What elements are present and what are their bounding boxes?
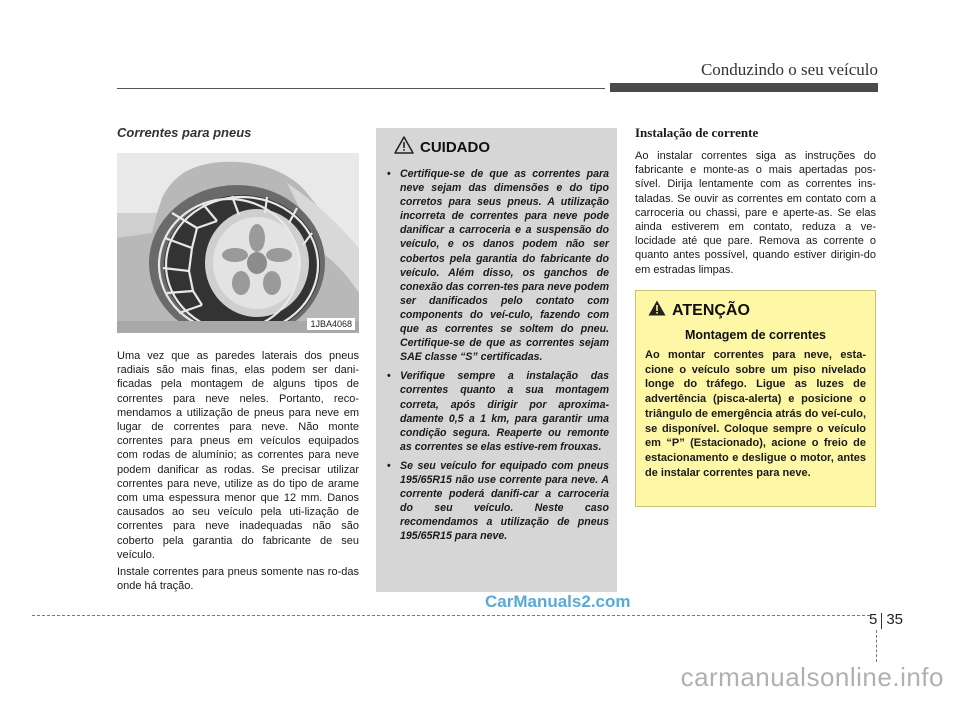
watermark-site: CarManuals2.com: [485, 592, 631, 611]
caution-item-text: Verifique sempre a instalação das correntes quanto a sua montagem correta, após dirigir por aproxima-damente 0,5 a 1 km, para garantir uma condição segura. Reaperte ou remonte as correntes se elas estive-rem frouxas.: [400, 370, 609, 453]
attention-text: Ao montar correntes para neve, esta-cione o veículo sobre um piso nivelado longe do tráfego. Ligue as luzes de advertência (pisca-alerta) e posicione o triângulo de emergência atrás do veí-culo, se disponível. Coloque sempre o veículo em “P” (Estacionado), acione o freio de estacionamento e desligue o motor, antes de instalar correntes para neve.: [645, 349, 866, 479]
footer-rule: [32, 615, 870, 616]
attention-title: ATENÇÃO: [672, 301, 750, 319]
section-heading: Instalação de corrente: [635, 125, 759, 140]
body-paragraph: Ao instalar correntes siga as instruções do fabricante e monte-as o mais apertadas pos-sível. Dirija lentamente com as correntes ins-taladas. Se ouvir as correntes em contato com a carroceria ou chassi, pare e aperte-as. Se elas ainda estiverem em contato, reduza a ve-locidade até que pare. Remova as corrente o quanto antes possível, quando estiver dirigin-do em estradas limpas.: [635, 150, 876, 276]
attention-box: [635, 290, 876, 507]
attention-header: [648, 300, 866, 321]
bullet: •: [387, 168, 391, 180]
warning-triangle-outline-icon: [394, 136, 414, 159]
page-number: [869, 611, 903, 629]
caution-list: [386, 167, 609, 543]
header-bar: [610, 83, 878, 92]
body-paragraph: Instale correntes para pneus somente nas ro-das onde há tração.: [117, 566, 359, 593]
caution-item-text: Certifique-se de que as correntes para neve sejam das dimensões e do tipo corretos para seus pneus. A utilização incorreta de correntes para neve pode danificar a carroceria e a suspensão do veículo, e os danos podem não ser cobertos pela garantia do fabricante do veículo. Além disso, os ganchos de conexão das corren-tes para neve podem ser danificados pelo contato com components do veí-culo, fazendo com que as correntes se soltem do pneu. Certifique-se de que as correntes sejam SAE classe “S” certificadas.: [400, 168, 610, 364]
section-heading: Correntes para pneus: [117, 125, 252, 140]
body-paragraph: Uma vez que as paredes laterais dos pneus radiais são mais finas, elas podem ser dani-ficadas pela montagem de alguns tipos de correntes para neve neles. Portanto, reco-mendamos a utilização de pneus para neve em lugar de correntes para neve. Não monte correntes para pneus em veículos equipados com rodas de alumínio; as correntes para neve podem danificar as rodas. Se precisar utilizar correntes para neve, utilize as do tipo de arame com uma espessura menor que 12 mm. Danos causados ao seu veículo pela uti-lização de correntes para neve inadequadas não são coberto pela garantia do fabricante de seu veículo.: [117, 350, 359, 561]
page-number-value: 35: [886, 611, 904, 628]
footer-vertical-rule: [876, 630, 877, 662]
caution-box: [376, 128, 617, 592]
tire-chain-illustration: [117, 153, 359, 333]
image-code: 1JBA4068: [307, 318, 355, 330]
header-rule: [117, 88, 605, 89]
watermark-bottom: carmanualsonline.info: [680, 662, 944, 692]
warning-triangle-filled-icon: [648, 300, 666, 321]
left-column: [117, 125, 359, 593]
bullet: •: [387, 459, 391, 472]
chapter-title: Conduzindo o seu veículo: [700, 60, 878, 79]
chapter-number: 5: [869, 611, 878, 628]
caution-item: [386, 459, 609, 544]
right-column: [635, 125, 876, 277]
bullet: •: [387, 370, 391, 383]
caution-title: CUIDADO: [420, 139, 490, 156]
caution-item-text: Se seu veículo for equipado com pneus 195/65R15 não use corrente para neve. A corrente poderá danifi-car a carroceria do seu veículo. Neste caso recomendamos a utilização de pneus 195/65R15 para neve.: [400, 459, 609, 543]
caution-item: [386, 369, 609, 454]
tire-chain-photo: [117, 153, 359, 333]
caution-item: [386, 167, 609, 364]
caution-header: [394, 136, 609, 159]
attention-subtitle: Montagem de correntes: [684, 328, 826, 342]
page-separator: [881, 613, 882, 629]
